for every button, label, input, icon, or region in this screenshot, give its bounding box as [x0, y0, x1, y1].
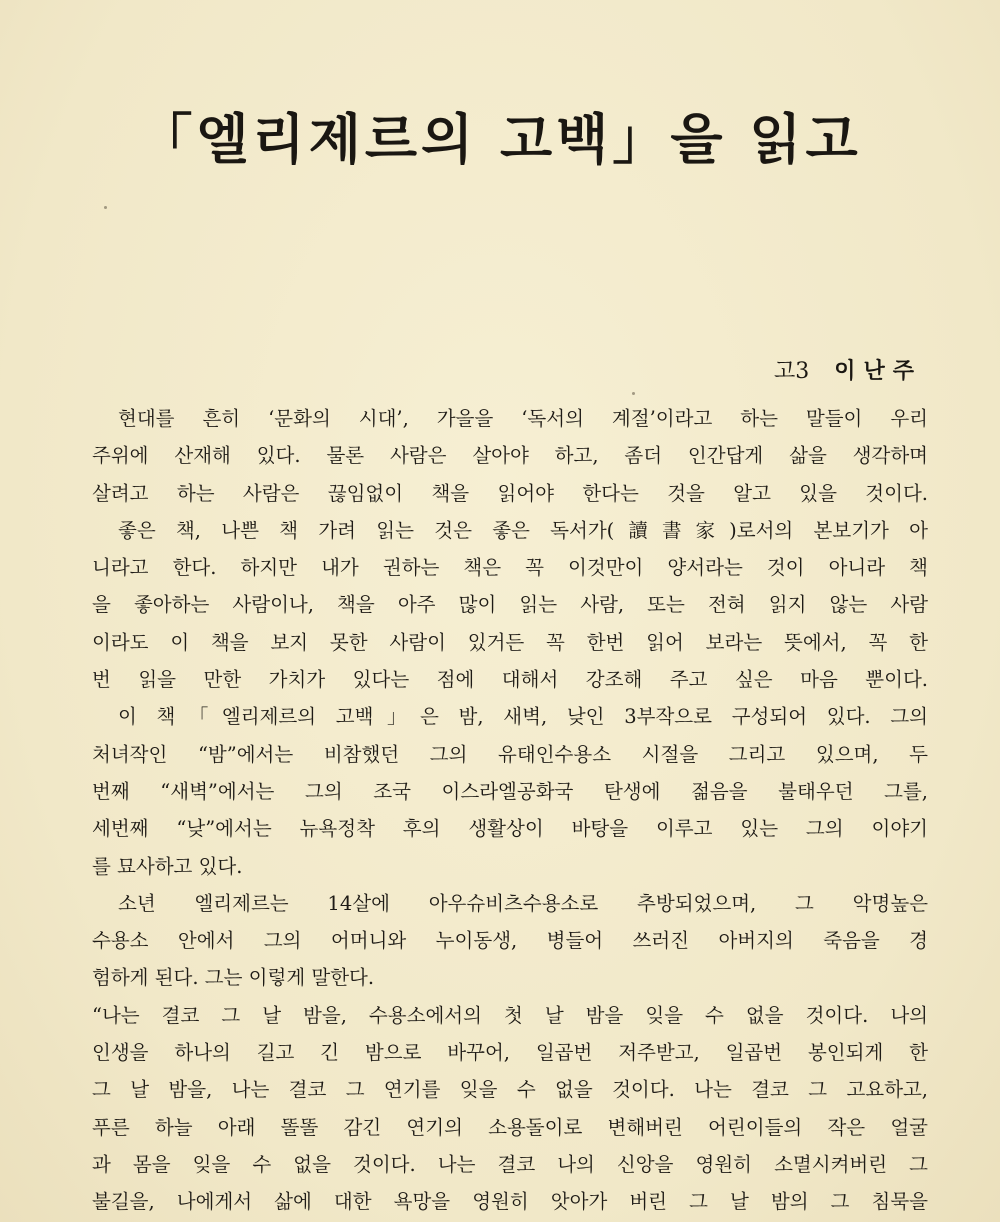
text-line: 니라고 한다. 하지만 내가 권하는 책은 꼭 이것만이 양서라는 것이 아니라 책 [92, 556, 928, 580]
author-grade: 고3 [773, 359, 810, 384]
text-line: 처녀작인 “밤”에서는 비참했던 그의 유태인수용소 시절을 그리고 있으며, 두 [92, 742, 928, 766]
text-line: 세번째 “낮”에서는 뉴욕정착 후의 생활상이 바탕을 이루고 있는 그의 이야기 [92, 817, 928, 841]
text-line: 푸른 하늘 아래 똘똘 감긴 연기의 소용돌이로 변해버린 어린이들의 작은 얼굴 [92, 1115, 928, 1139]
text-line: 소년 엘리제르는 14살에 아우슈비츠수용소로 추방되었으며, 그 악명높은 [118, 891, 928, 915]
text-line: 를 묘사하고 있다. [92, 854, 243, 878]
text-line: “나는 결코 그 날 밤을, 수용소에서의 첫 날 밤을 잊을 수 없을 것이다. 나의 [92, 1003, 928, 1027]
essay-body [92, 400, 928, 1221]
text-line: 과 몸을 잊을 수 없을 것이다. 나는 결코 나의 신앙을 영원히 소멸시켜버린 그 [92, 1152, 928, 1176]
text-line: 번째 “새벽”에서는 그의 조국 이스라엘공화국 탄생에 젊음을 불태우던 그를, [92, 779, 928, 803]
byline [774, 356, 922, 388]
text-line: 현대를 흔히 ‘문화의 시대’, 가을을 ‘독서의 계절’이라고 하는 말들이 우리 [118, 407, 928, 430]
text-line: 그 날 밤을, 나는 결코 그 연기를 잊을 수 없을 것이다. 나는 결코 그 고요하고, [92, 1078, 928, 1102]
paper-speck [104, 206, 107, 209]
text-line: 번 읽을 만한 가치가 있다는 점에 대해서 강조해 주고 싶은 마음 뿐이다. [92, 668, 928, 692]
text-line: 인생을 하나의 길고 긴 밤으로 바꾸어, 일곱번 저주받고, 일곱번 봉인되게 한 [92, 1041, 928, 1065]
text-line: 불길을, 나에게서 삶에 대한 욕망을 영원히 앗아가 버린 그 날 밤의 그 침묵을 [92, 1190, 928, 1214]
paper-speck [632, 392, 635, 395]
text-line: 살려고 하는 사람은 끊임없이 책을 읽어야 한다는 것을 알고 있을 것이다. [92, 481, 928, 505]
text-line: 험하게 된다. 그는 이렇게 말한다. [92, 966, 375, 990]
page-title: 「엘리제르의 고백」을 읽고 [138, 108, 862, 171]
text-line: 좋은 책, 나쁜 책 가려 읽는 것은 좋은 독서가(讀書家)로서의 본보기가 아 [118, 518, 928, 542]
text-line: 이라도 이 책을 보지 못한 사람이 있거든 꼭 한번 읽어 보라는 뜻에서, 꼭 한 [92, 630, 928, 654]
text-line: 주위에 산재해 있다. 물론 사람은 살아야 하고, 좀더 인간답게 삶을 생각하며 [92, 444, 928, 468]
text-line: 을 좋아하는 사람이나, 책을 아주 많이 읽는 사람, 또는 전혀 읽지 않는 사람 [92, 593, 928, 617]
author-name: 이난주 [834, 359, 922, 384]
text-line: 수용소 안에서 그의 어머니와 누이동생, 병들어 쓰러진 아버지의 죽음을 경 [92, 929, 928, 953]
text-line: 이 책「엘리제르의 고백」은 밤, 새벽, 낮인 3부작으로 구성되어 있다. 그의 [118, 705, 928, 729]
